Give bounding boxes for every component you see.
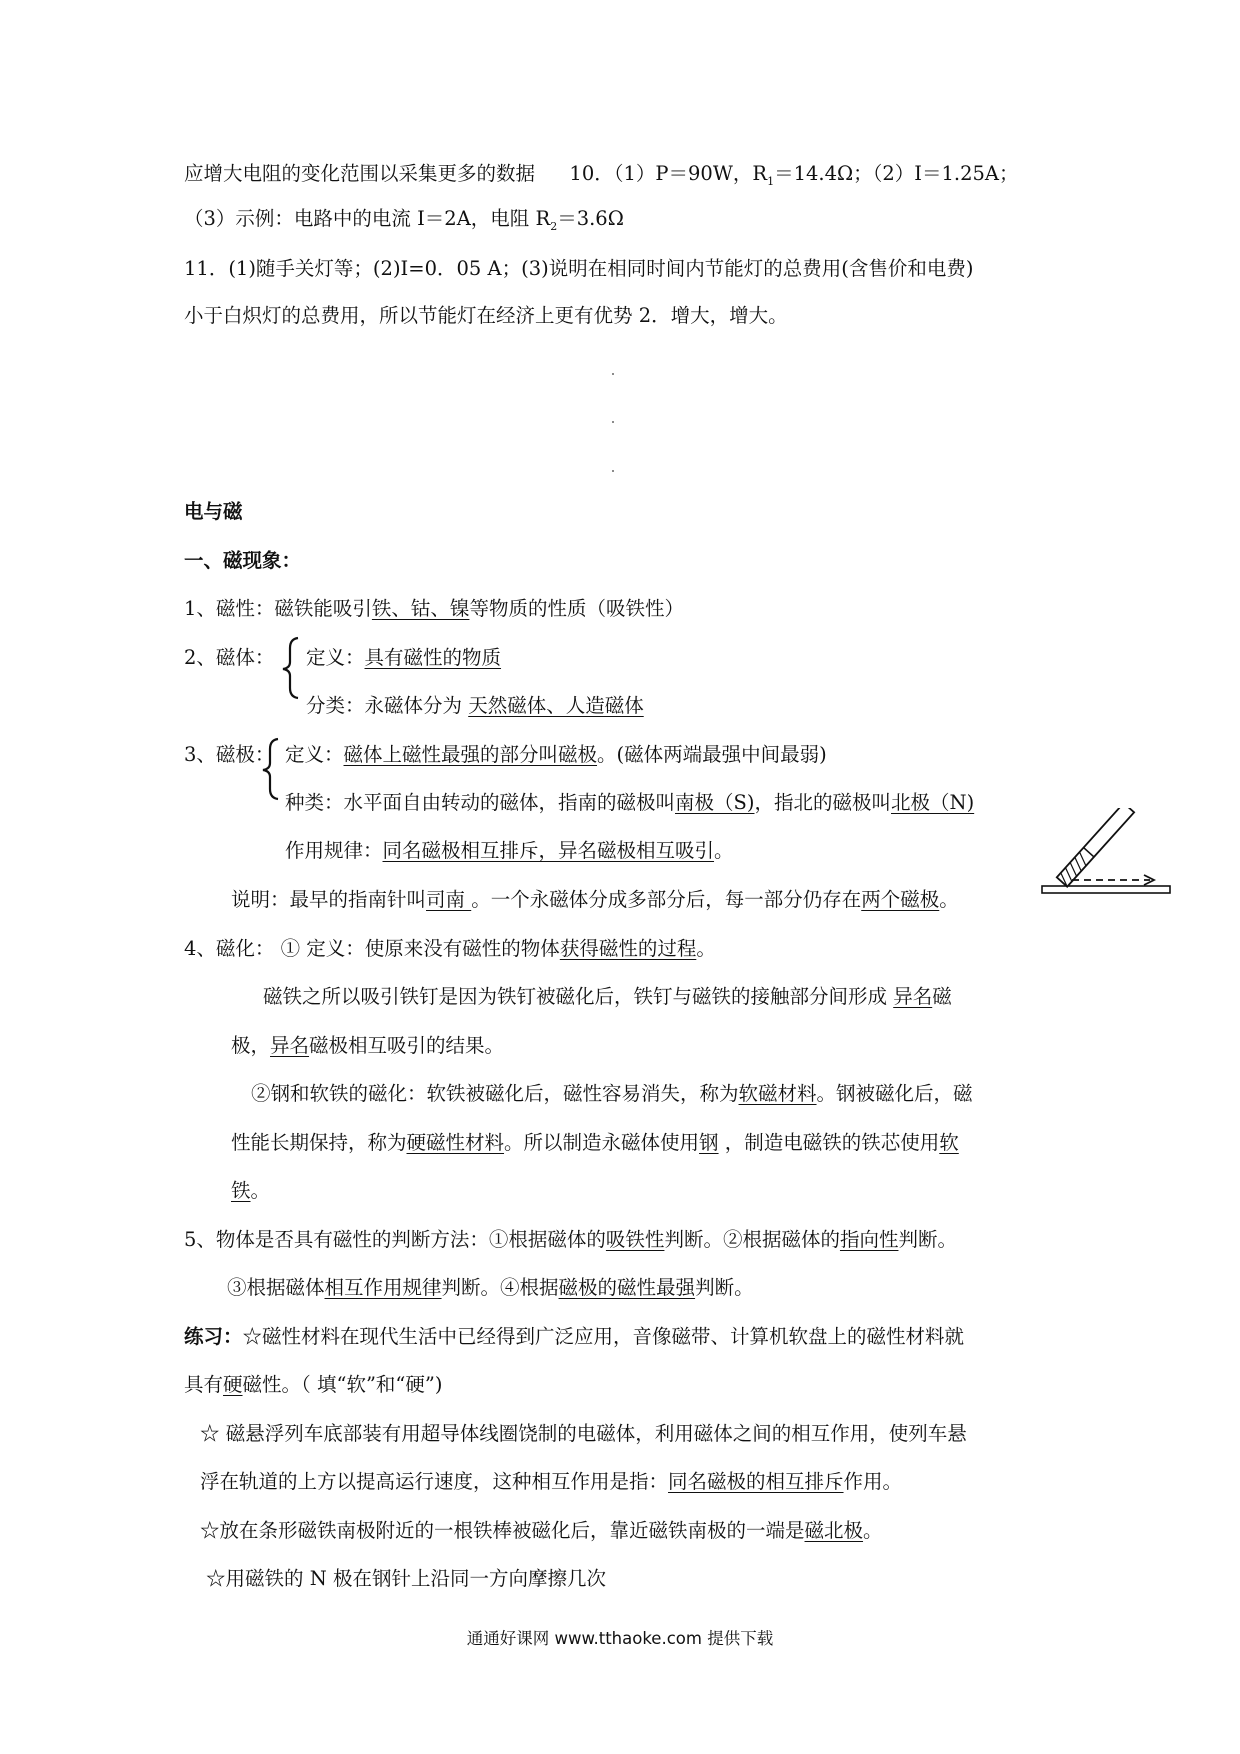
practice-text: 作用。 [843,1470,903,1493]
answer-underline: 钢 [699,1131,719,1154]
item-4-para2a [251,1081,973,1107]
item-3-kind [285,790,974,816]
magnetized-needle-figure [1040,808,1175,898]
answer-underline: 吸铁性 [605,1228,665,1251]
practice-text: ☆磁性材料在现代生活中已经得到广泛应用，音像磁带、计算机软盘上的磁性材料就 [242,1325,965,1348]
dot-mark [612,470,614,472]
item-text: 种类：水平面自由转动的磁体，指南的磁极叫 [285,791,676,814]
answer-text: （3）示例：电路中的电流 I＝2A，电阻 R [184,207,551,230]
answer-underline: 磁极的磁性最强 [558,1276,696,1299]
answer-underline: 获得磁性的过程 [559,937,697,960]
answer-underline: 司南 [426,888,472,911]
answer-underline: 磁体上磁性最强的部分叫磁极 [343,743,598,766]
practice-line-6: ☆用磁铁的 N 极在钢针上沿同一方向摩擦几次 [206,1567,606,1590]
item-text: 。 [714,839,734,862]
item-text: 磁 [932,985,952,1008]
item-3-rule [285,838,734,864]
item-text: 定义： [306,646,365,669]
item-text: 5、物体是否具有磁性的判断方法：①根据磁体的 [184,1228,606,1251]
item-text: 。 [939,888,959,911]
practice-text: ☆放在条形磁铁南极附近的一根铁棒被磁化后，靠近磁铁南极的一端是 [200,1519,805,1542]
page-footer: 通通好课网 www.tthaoke.com 提供下载 [466,1629,774,1648]
note-line [231,887,959,913]
subscript: 1 [767,174,775,188]
item-2-class [306,693,644,719]
item-text: 等物质的性质（吸铁性） [469,597,684,620]
answer-underline: 硬 [223,1373,243,1396]
practice-line-5 [200,1518,883,1544]
practice-text: 磁性。（ 填“软”和“硬”) [242,1373,443,1396]
answer-underline: 异名 [893,985,933,1008]
practice-text: 浮在轨道的上方以提高运行速度，这种相互作用是指： [200,1470,669,1493]
item-4-para2b [231,1130,959,1156]
section-title: 电与磁 [184,500,243,523]
answer-underline: 指向性 [839,1228,899,1251]
item-text: 判断。④根据 [441,1276,559,1299]
answer-underline: 同名磁极的相互排斥 [668,1470,844,1493]
item-text: 。 [250,1179,271,1202]
item-4 [184,936,716,962]
answer-line-4: 小于白炽灯的总费用，所以节能灯在经济上更有优势 2．增大，增大。 [184,304,788,327]
practice-text: 具有 [184,1373,224,1396]
item-text: 磁极相互吸引的结果。 [309,1034,505,1057]
answer-underline: 铁、钴、镍 [371,597,470,620]
subscript: 2 [550,219,558,233]
item-text: 。所以制造永磁体使用 [504,1131,700,1154]
item-1 [184,596,684,622]
item-text: ②钢和软铁的磁化：软铁被磁化后，磁性容易消失，称为 [251,1082,739,1105]
item-text: ，制造电磁铁的铁芯使用 [718,1131,940,1154]
practice-text: 。 [863,1519,883,1542]
practice-line-2 [184,1372,442,1398]
practice-line-1 [184,1324,964,1350]
answer-text: 10．（1）P＝90W，R [569,162,768,185]
answer-underline: 铁 [231,1179,251,1202]
item-text: 定义： [285,743,344,766]
item-3-label: 3、磁极： [184,743,275,766]
practice-line-3: ☆ 磁悬浮列车底部装有用超导体线圈饶制的电磁体，利用磁体之间的相互作用，使列车悬 [200,1422,967,1445]
item-4-para2c [231,1178,270,1204]
answer-line-1 [184,161,1019,195]
answer-text: 应增大电阻的变化范围以采集更多的数据 [184,162,536,185]
item-5 [184,1227,957,1253]
answer-underline: 相互作用规律 [324,1276,442,1299]
item-text: 4、磁化： ① 定义：使原来没有磁性的物体 [184,937,560,960]
answer-line-3: 11．(1)随手关灯等；(2)I=0．05 A；(3)说明在相同时间内节能灯的总费用(含售价和电费) [184,257,974,280]
item-2-label: 2、磁体： [184,646,275,669]
item-text: 判断。 [898,1228,957,1251]
answer-underline: 异名 [270,1034,310,1057]
answer-underline: 具有磁性的物质 [364,646,502,669]
answer-underline: 同名磁极相互排斥，异名磁极相互吸引 [382,839,715,862]
item-text: 。(磁体两端最强中间最弱) [597,743,827,766]
item-4-para1b [231,1033,504,1059]
item-text: ，指北的磁极叫 [754,791,891,814]
item-text: 判断。 [695,1276,754,1299]
curly-brace-icon [280,636,302,700]
item-2-def [306,645,501,671]
answer-line-2 [184,206,624,240]
section-heading: 一、磁现象： [184,549,302,572]
answer-text: ＝3.6Ω [557,207,624,230]
item-text: 磁铁之所以吸引铁钉是因为铁钉被磁化后，铁钉与磁铁的接触部分间形成 [263,985,894,1008]
answer-underline: 南极（S) [675,791,755,814]
item-4-para1a [263,984,952,1010]
item-text: 分类：永磁体分为 [306,694,469,717]
curly-brace-icon [260,737,282,801]
item-text: 。钢被磁化后，磁 [816,1082,973,1105]
answer-underline: 磁北极 [804,1519,864,1542]
item-text: 作用规律： [285,839,383,862]
dot-mark [612,421,614,423]
practice-line-4 [200,1469,902,1495]
answer-underline: 软磁材料 [738,1082,817,1105]
answer-underline: 软 [939,1131,959,1154]
answer-underline: 硬磁性材料 [406,1131,505,1154]
item-text: 。 [696,937,716,960]
answer-underline: 北极（N) [891,791,975,814]
dot-mark [612,373,614,375]
item-5-cont [227,1275,754,1301]
answer-text: ＝14.4Ω；（2）I＝1.25A； [774,162,1019,185]
item-text: 判断。②根据磁体的 [664,1228,840,1251]
item-text: 性能长期保持，称为 [231,1131,407,1154]
practice-label: 练习： [184,1325,243,1348]
item-text: 极， [231,1034,271,1057]
item-text: 说明：最早的指南针叫 [231,888,427,911]
answer-underline: 两个磁极 [861,888,940,911]
item-3-def [285,742,827,768]
item-text: ③根据磁体 [227,1276,325,1299]
item-text: 1、磁性：磁铁能吸引 [184,597,372,620]
answer-underline: 天然磁体、人造磁体 [468,694,644,717]
item-text: 。一个永磁体分成多部分后，每一部分仍存在 [471,888,862,911]
